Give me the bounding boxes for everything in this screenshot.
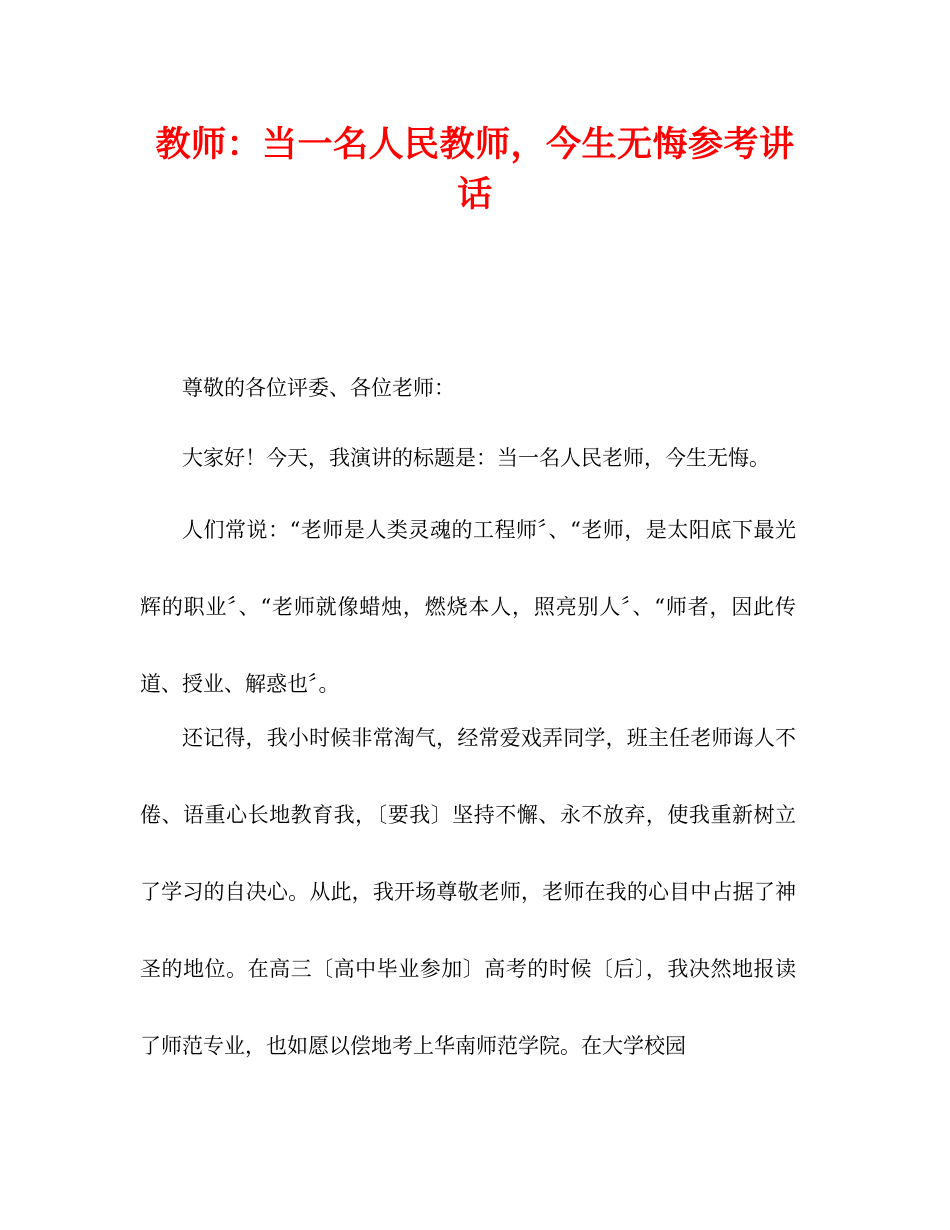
paragraph-greeting: 大家好！今天，我演讲的标题是：当一名人民老师，今生无悔。 xyxy=(182,446,770,470)
paragraph-salutation: 尊敬的各位评委、各位老师： xyxy=(182,376,455,400)
document-title: 教师：当一名人民教师，今生无悔参考讲话 xyxy=(155,125,795,215)
paragraph-quotes: 人们常说：“老师是人类灵魂的工程师〞、“老师，是太阳底下最光辉的职业〞、“老师就像蜡烛，燃烧本人，照亮别人〞、“师者，因此传道、授业、解惑也〞。 xyxy=(140,518,796,696)
paragraph-memory: 还记得，我小时候非常淘气，经常爱戏弄同学，班主任老师诲人不倦、语重心长地教育我，〔要我〕坚持不懈、永不放弃，使我重新树立了学习的自决心。从此，我开场尊敬老师，老师在我的心目中占据了神圣的地位。在高三〔高中毕业参加〕高考的时候〔后〕，我决然地报读了师范专业，也如愿以偿地考上华南师范学院。在大学校园 xyxy=(140,726,796,1058)
